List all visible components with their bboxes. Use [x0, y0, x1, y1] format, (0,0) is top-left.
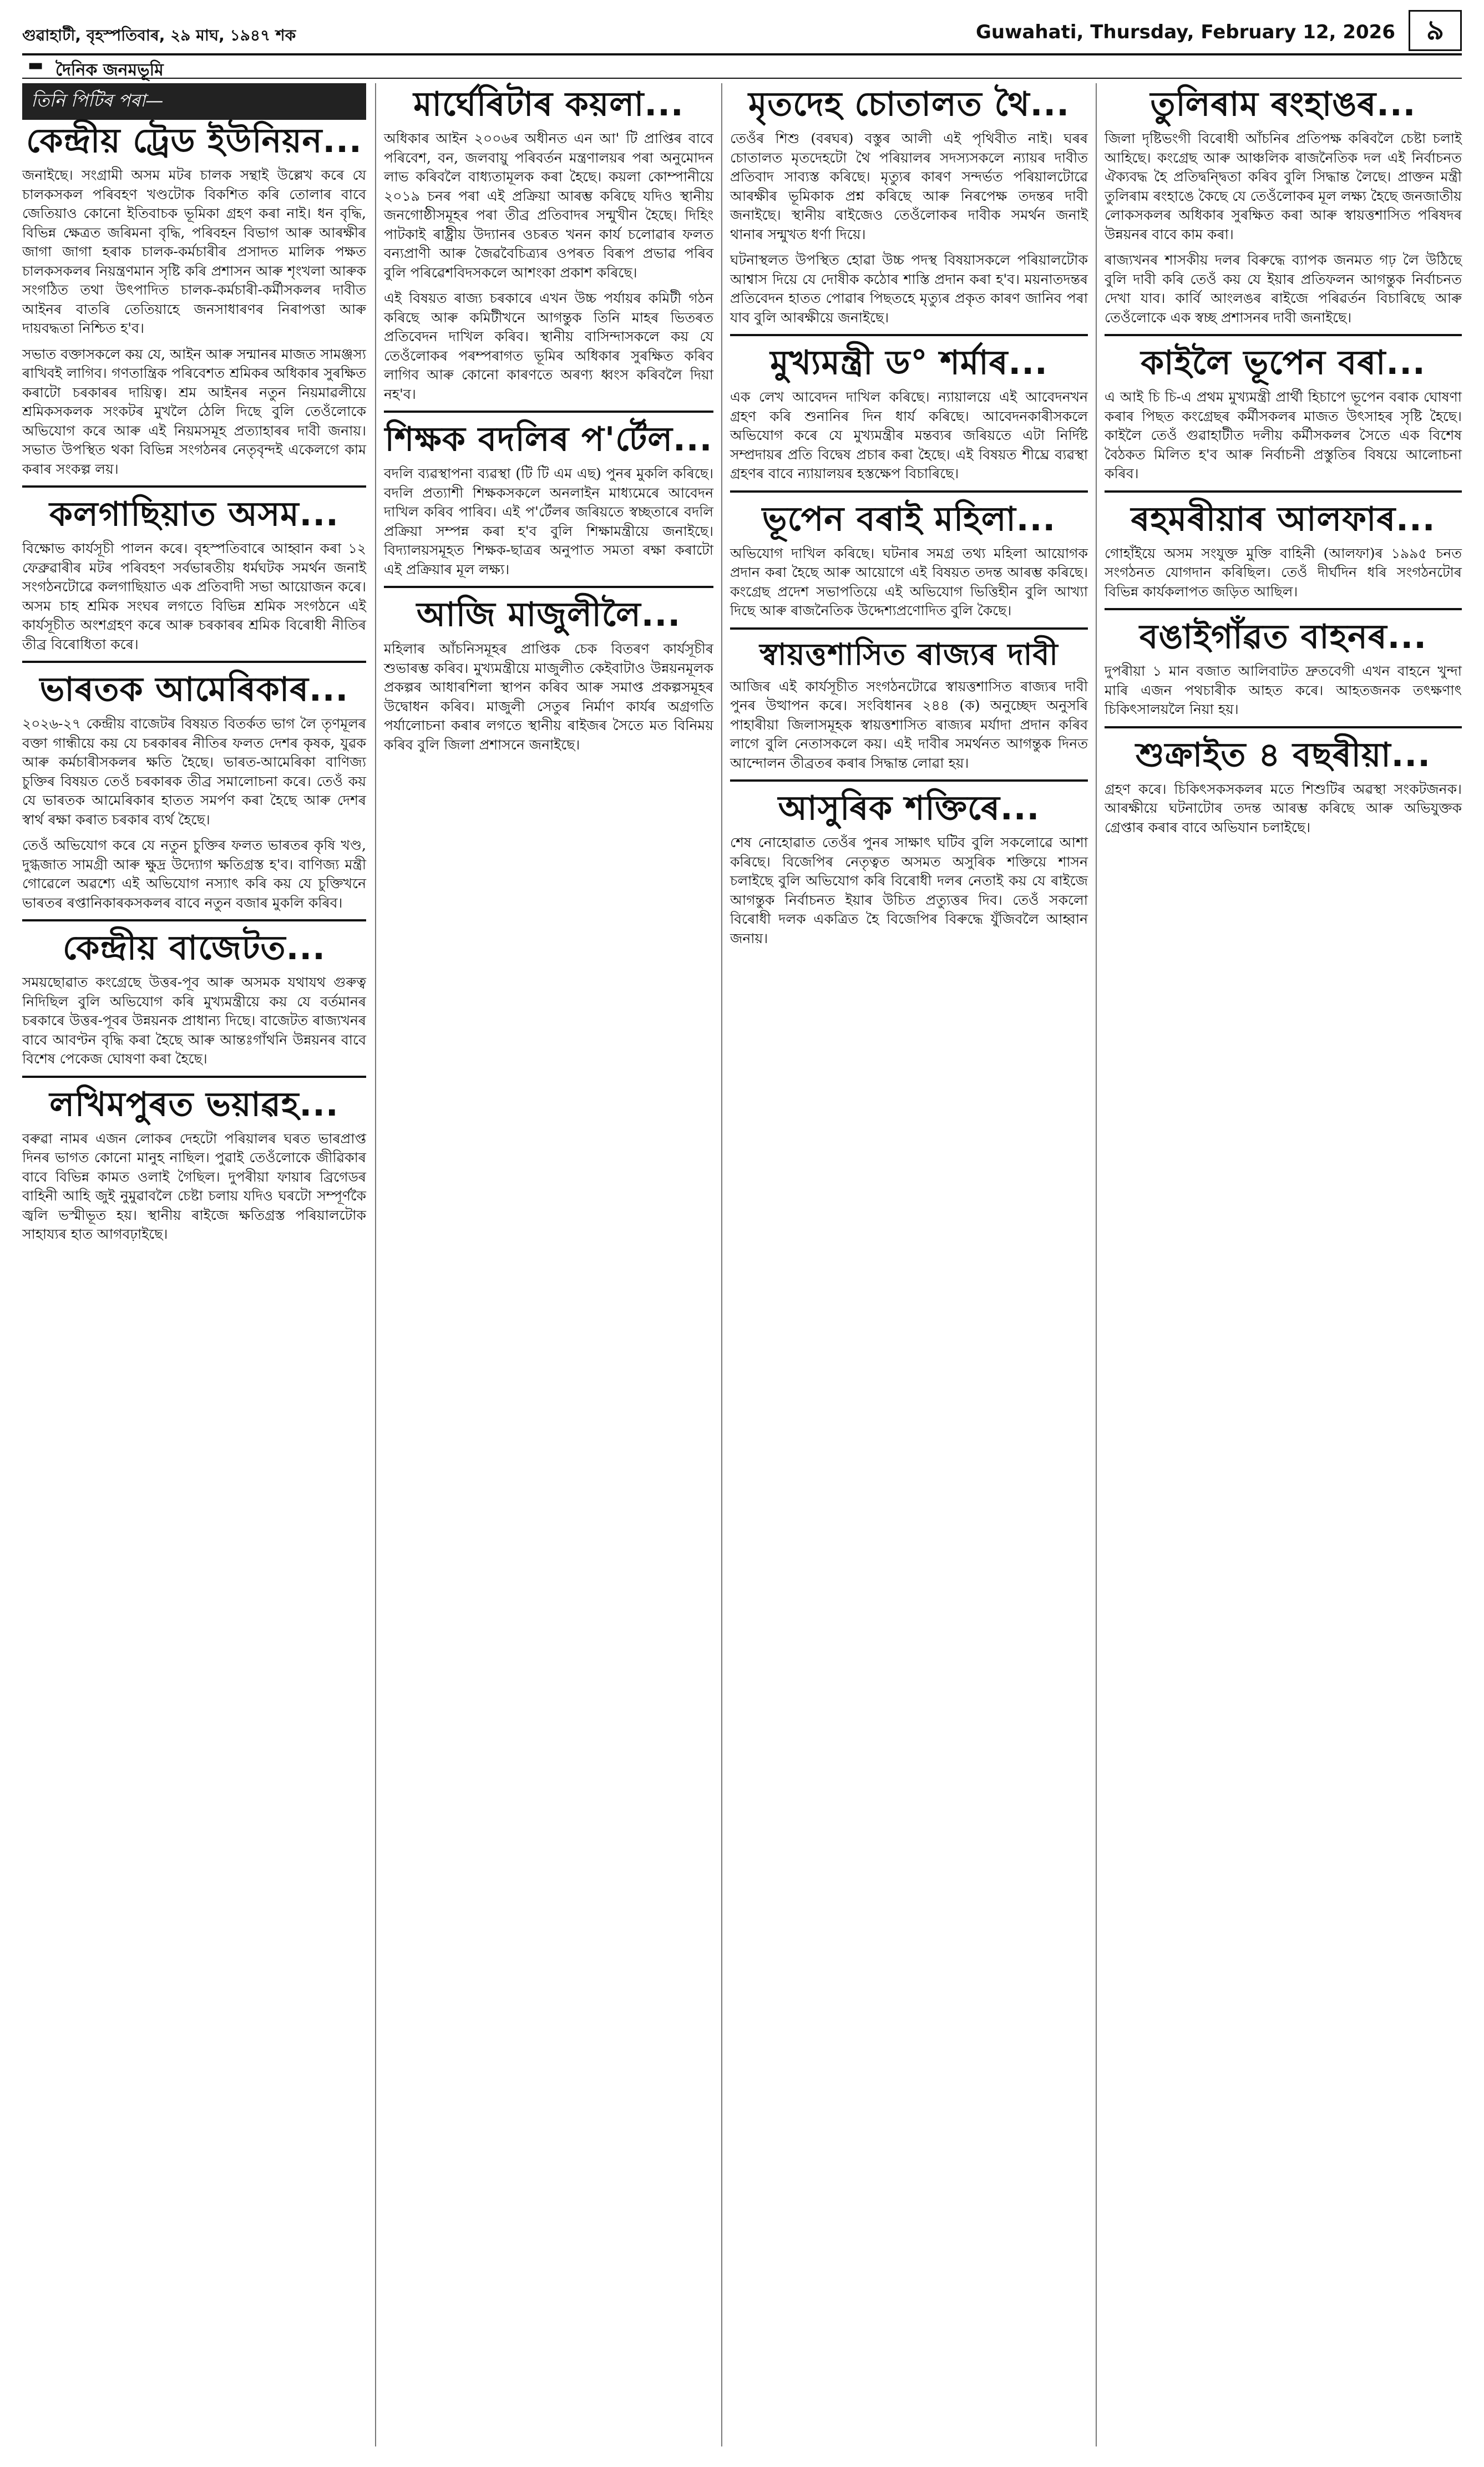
article-text: শেষ নোহোৱাত তেওঁৰ পুনৰ সাক্ষাৎ ঘটিব বুলি সকলোৱে আশা কৰিছে। বিজেপিৰ নেতৃত্বত অসমত অসুৰিক শক্তিয়ে শাসন চলাইছে বুলি অভিযোগ কৰি বিৰোধী দলৰ নেতাই কয় যে ৰাইজে আগন্তুক নিৰ্বাচনত ইয়াৰ উচিত প্ৰত্যুত্তৰ দিব। তেওঁ সকলো বিৰোধী দলক একত্ৰিত হৈ বিজেপিৰ বিৰুদ্ধে যুঁজিবলৈ আহ্বান জনায়।	[730, 834, 1088, 946]
header-date-assamese: গুৱাহাটী, বৃহস্পতিবাৰ, ২৯ মাঘ, ১৯৪৭ শক	[22, 26, 296, 44]
headline-margherita-coal: মাৰ্ঘেৰিটাৰ কয়লা...	[413, 85, 684, 124]
headline-majuli: আজি মাজুলীলৈ...	[416, 595, 681, 634]
headline-bhupen-bora-woman: ভূপেন বৰাই মহিলা...	[762, 499, 1056, 539]
headline-autonomous-state: স্বায়ত্তশাসিত ৰাজ্যৰ দাবী	[759, 636, 1058, 672]
column-1	[22, 83, 366, 1251]
article-text: এই বিষয়ত ৰাজ্য চৰকাৰে এখন উচ্চ পৰ্যায়ৰ কমিটী গঠন কৰিছে আৰু কমিটীখনে আগন্তুক তিনি মাহৰ ভিতৰত প্ৰতিবেদন দাখিল কৰিব। স্থানীয় বাসিন্দাসকলে কয় যে তেওঁলোকৰ পৰম্পৰাগত ভূমিৰ অধিকাৰ সুৰক্ষিত কৰিব লাগিব আৰু কোনো কাৰণতে অৰণ্য ধ্বংস কৰিবলৈ দিয়া নহ'ব।	[384, 290, 713, 402]
article-divider	[22, 485, 366, 488]
article-text: গোহাঁইয়ে অসম সংযুক্ত মুক্তি বাহিনী (আলফা)ৰ ১৯৯৫ চনত সংগঠনত যোগদান কৰিছিল। তেওঁ দীৰ্ঘদিন ধৰি সংগঠনটোৰ বিভিন্ন কাৰ্যকলাপত জড়িত আছিল।	[1105, 545, 1462, 600]
article-divider	[22, 1076, 366, 1078]
article-text: জিলা দৃষ্টিভংগী বিৰোধী আঁচনিৰ প্ৰতিপক্ষ কৰিবলৈ চেষ্টা চলাই আহিছে। কংগ্ৰেছ আৰু আঞ্চলিক ৰাজনৈতিক দল এই নিৰ্বাচনত ঐক্যবদ্ধ হৈ প্ৰতিদ্বন্দ্বিতা কৰিব বুলি সিদ্ধান্ত লৈছে। প্ৰাক্তন মন্ত্ৰী তুলিৰাম ৰংহাঙে কৈছে যে তেওঁলোকৰ মূল লক্ষ্য হৈছে জনজাতীয় লোকসকলৰ অধিকাৰ সুৰক্ষিত কৰা আৰু স্বায়ত্তশাসিত পৰিষদৰ উন্নয়নৰ বাবে কাম কৰা।	[1105, 130, 1462, 242]
headline-teacher-transfer: শিক্ষক বদলিৰ প'ৰ্টেল...	[384, 420, 713, 459]
article-divider	[730, 779, 1088, 782]
masthead-title: দৈনিক জনমভূমি	[55, 60, 164, 80]
article-divider	[730, 627, 1088, 630]
headline-bongaigaon: বঙাইগাঁৱত বাহনৰ...	[1139, 617, 1427, 656]
article-text: বৰুৱা নামৰ এজন লোকৰ দেহটো পৰিয়ালৰ ঘৰত ভাৰপ্ৰাপ্ত দিনৰ ভাগত কোনো মানুহ নাছিল। পুৱাই তেওঁলোকে জীৱিকাৰ বাবে বিভিন্ন কামত ওলাই গৈছিল। দুপৰীয়া ফায়াৰ ব্ৰিগেডৰ বাহিনী আহি জুই নুমুৱাবলৈ চেষ্টা চলায় যদিও ঘৰটো সম্পূৰ্ণকৈ জ্বলি ভস্মীভূত হয়। স্থানীয় ৰাইজে ক্ষতিগ্ৰস্ত পৰিয়ালটোক সাহায্যৰ হাত আগবঢ়াইছে।	[22, 1130, 366, 1242]
article-text: এক লেখ আবেদন দাখিল কৰিছে। ন্যায়ালয়ে এই আবেদনখন গ্ৰহণ কৰি শুনানিৰ দিন ধাৰ্য কৰিছে। আবেদনকাৰীসকলে অভিযোগ কৰে যে মুখ্যমন্ত্ৰীৰ মন্তব্যৰ জৰিয়তে এটা নিৰ্দিষ্ট সম্প্ৰদায়ৰ প্ৰতি বিদ্বেষ প্ৰচাৰ কৰা হৈছে। এই বিষয়ত শীঘ্ৰে ব্যৱস্থা গ্ৰহণৰ বাবে ন্যায়ালয়ৰ হস্তক্ষেপ বিচাৰিছে।	[730, 389, 1088, 482]
headline-trade-union: কেন্দ্ৰীয় ট্ৰেড ইউনিয়ন...	[26, 121, 362, 160]
headline-dead-body: মৃতদেহ চোতালত থৈ...	[748, 85, 1070, 124]
article-text: মহিলাৰ আঁচনিসমূহৰ প্ৰাপ্তিক চেক বিতৰণ কাৰ্যসূচীৰ শুভাৰম্ভ কৰিব। মুখ্যমন্ত্ৰীয়ে মাজুলীত কেইবাটাও উন্নয়নমূলক প্ৰকল্পৰ আধাৰশিলা স্থাপন কৰিব আৰু সমাপ্ত প্ৰকল্পসমূহৰ উদ্বোধন কৰিব। মাজুলী সেতুৰ নিৰ্মাণ কাৰ্যৰ অগ্ৰগতি পৰ্যালোচনা কৰাৰ লগতে স্থানীয় ৰাইজৰ সৈতে মত বিনিময় কৰিব বুলি জিলা প্ৰশাসনে জনাইছে।	[384, 641, 713, 753]
headline-central-budget: কেন্দ্ৰীয় বাজেটত...	[63, 929, 326, 967]
article-text: দুপৰীয়া ১ মান বজাত আলিবাটত দ্ৰুতবেগী এখন বাহনে খুন্দা মাৰি এজন পথচাৰীক আহত কৰে। আহতজনক তৎক্ষণাৎ চিকিৎসালয়লৈ নিয়া হয়।	[1105, 663, 1462, 717]
headline-kolgachia: কলগাছিয়াত অসম...	[49, 495, 339, 534]
headline-four-year-old: শুক্ৰাইত ৪ বছৰীয়া...	[1136, 735, 1431, 774]
article-divider	[22, 919, 366, 921]
masthead-mark: ▬	[28, 55, 44, 75]
article-divider	[1105, 490, 1462, 493]
article-text: বদলি ব্যৱস্থাপনা ব্যৱস্থা (টি টি এম এছ) পুনৰ মুকলি কৰিছে। বদলি প্ৰত্যাশী শিক্ষকসকলে অনলাইন মাধ্যমেৰে আবেদন দাখিল কৰিব পাৰিব। এই প'ৰ্টেলৰ জৰিয়তে স্বচ্ছতাৰে বদলি প্ৰক্ৰিয়া সম্পন্ন কৰা হ'ব বুলি শিক্ষামন্ত্ৰীয়ে জনাইছে। বিদ্যালয়সমূহত শিক্ষক-ছাত্ৰৰ অনুপাত সমতা ৰক্ষা কৰাটো এই প্ৰক্ৰিয়াৰ মূল লক্ষ্য।	[384, 465, 713, 578]
article-text: অধিকাৰ আইন ২০০৬ৰ অধীনত এন আ' টি প্ৰাপ্তিৰ বাবে পৰিবেশ, বন, জলবায়ু পৰিবৰ্তন মন্ত্ৰণালয়ৰ পৰা অনুমোদন লাভ কৰিবলৈ বাধ্যতামূলক কৰা হৈছে। কয়লা কোম্পানীয়ে ২০১৯ চনৰ পৰা এই প্ৰক্ৰিয়া আৰম্ভ কৰিছে যদিও স্থানীয় জনগোষ্ঠীসমূহৰ পৰা তীব্ৰ প্ৰতিবাদৰ সন্মুখীন হৈছে। দিহিং পাটকাই ৰাষ্ট্ৰীয় উদ্যানৰ ওচৰত খনন কাৰ্য চলোৱাৰ ফলত বন্যপ্ৰাণী আৰু জৈৱবৈচিত্ৰ্যৰ ওপৰত বিৰূপ প্ৰভাৱ পৰিব বুলি পৰিৱেশবিদসকলে আশংকা প্ৰকাশ কৰিছে।	[384, 130, 713, 281]
article-divider	[730, 334, 1088, 336]
headline-bhupen-bora-tomorrow: কাইলৈ ভূপেন বৰা...	[1141, 343, 1426, 382]
article-text: আজিৰ এই কাৰ্যসূচীত সংগঠনটোৱে স্বায়ত্তশাসিত ৰাজ্যৰ দাবী পুনৰ উত্থাপন কৰে। সংবিধানৰ ২৪৪ (ক) অনুচ্ছেদ অনুসৰি পাহাৰীয়া জিলাসমূহক স্বায়ত্তশাসিত ৰাজ্যৰ মৰ্যাদা প্ৰদান কৰিব লাগে বুলি নেতাসকলে কয়। এই দাবীৰ সমৰ্থনত আগন্তুক দিনত আন্দোলন তীব্ৰতৰ কৰাৰ সিদ্ধান্ত লোৱা হয়।	[730, 678, 1088, 771]
article-text: তেওঁৰ শিশু (বৰঘৰ) বস্তুৰ আলী এই পৃথিবীত নাই। ঘৰৰ চোতালত মৃতদেহটো থৈ পৰিয়ালৰ সদস্যসকলে ন্যায়ৰ দাবীত প্ৰতিবাদ সাব্যস্ত কৰিছে। মৃত্যুৰ কাৰণ সন্দৰ্ভত পৰিয়ালটোৱে আৰক্ষীৰ ভূমিকাক প্ৰশ্ন কৰিছে আৰু নিৰপেক্ষ তদন্তৰ দাবী জনাইছে। স্থানীয় ৰাইজেও তেওঁলোকৰ দাবীক সমৰ্থন জনাই থানাৰ সন্মুখত ধৰ্ণা দিয়ে।	[730, 130, 1088, 242]
article-text: বিক্ষোভ কাৰ্যসূচী পালন কৰে। বৃহস্পতিবাৰে আহ্বান কৰা ১২ ফেব্ৰুৱাৰীৰ মটৰ পৰিবহণ সৰ্বভাৰতীয় ধৰ্মঘটক সমৰ্থন জনাই সংগঠনটোৱে কলগাছিয়াত এক প্ৰতিবাদী সভা আয়োজন কৰে। অসম চাহ শ্ৰমিক সংঘৰ লগতে বিভিন্ন শ্ৰমিক সংগঠনে এই কাৰ্যসূচীত অংশগ্ৰহণ কৰে আৰু চৰকাৰৰ শ্ৰমিক বিৰোধী নীতিৰ তীব্ৰ বিৰোধিতা কৰে।	[22, 540, 366, 652]
page-header	[22, 10, 1462, 49]
headline-india-america: ভাৰতক আমেৰিকাৰ...	[39, 670, 349, 709]
article-divider	[1105, 726, 1462, 728]
headline-ulfa: ৰহমৰীয়াৰ আলফাৰ...	[1131, 499, 1436, 539]
article-text: ২০২৬-২৭ কেন্দ্ৰীয় বাজেটৰ বিষয়ত বিতৰ্কত ভাগ লৈ তৃণমূলৰ বক্তা গান্ধীয়ে কয় যে চৰকাৰৰ নীতিৰ ফলত দেশৰ কৃষক, যুৱক আৰু কৰ্মচাৰীসকলৰ ক্ষতি হৈছে। ভাৰত-আমেৰিকা বাণিজ্য চুক্তিৰ বিষয়ত তেওঁ চৰকাৰক তীব্ৰ সমালোচনা কৰে। তেওঁ কয় যে ভাৰতক আমেৰিকাৰ হাতত সমৰ্পণ কৰা হৈছে আৰু দেশৰ স্বাৰ্থ ৰক্ষা কৰাত চৰকাৰ ব্যৰ্থ হৈছে।	[22, 716, 366, 828]
article-text: জনাইছে। সংগ্ৰামী অসম মটৰ চালক সন্থাই উল্লেখ কৰে যে চালকসকল পৰিবহণ খণ্ডটোক বিকশিত কৰি তোলাৰ বাবে জেতিয়াও কোনো ইতিবাচক ভূমিকা গ্ৰহণ কৰা নাই। ধন বৃদ্ধি, বিভিন্ন ক্ষেত্ৰত জৰিমনা বৃদ্ধি, পৰিবহন বিভাগ আৰু আৰক্ষীৰ জাগা জাগা হৰাক চালক-কৰ্মচাৰীৰ প্ৰসাদত মালিক পক্ষত চালকসকলৰ নিয়ন্ত্ৰণমান সৃষ্টি কৰি প্ৰশাসন আৰু শৃংখলা আৰুক সংগঠিত তথা উৎপাদিত চালক-কৰ্মচাৰী-কৰ্মীসকলৰ দাবীত আইনৰ বাতৰি তেতিয়াহে জনসাধাৰণৰ নিৰাপত্তা আৰু দায়বদ্ধতা নিশ্চিত হ'ব।	[22, 167, 366, 336]
article-text: ৰাজ্যখনৰ শাসকীয় দলৰ বিৰুদ্ধে ব্যাপক জনমত গঢ় লৈ উঠিছে বুলি দাবী কৰি তেওঁ কয় যে ইয়াৰ প্ৰতিফলন আগন্তুক নিৰ্বাচনত দেখা যাব। কাৰ্বি আংলঙৰ ৰাইজে পৰিৱৰ্তন বিচাৰিছে আৰু তেওঁলোকে এক স্বচ্ছ প্ৰশাসনৰ দাবী জনাইছে।	[1105, 252, 1462, 326]
headline-asuric-force: আসুৰিক শক্তিৰে...	[778, 789, 1040, 828]
column-4	[1105, 83, 1462, 844]
article-text: ঘটনাস্থলত উপস্থিত হোৱা উচ্চ পদস্থ বিষয়াসকলে পৰিয়ালটোক আশ্বাস দিয়ে যে দোষীক কঠোৰ শাস্তি প্ৰদান কৰা হ'ব। ময়নাতদন্তৰ প্ৰতিবেদন হাতত পোৱাৰ পিছতহে মৃত্যুৰ প্ৰকৃত কাৰণ জানিব পৰা যাব বুলি আৰক্ষীয়ে জনাইছে।	[730, 252, 1088, 326]
column-rule	[721, 83, 722, 2446]
article-divider	[1105, 334, 1462, 336]
article-text: অভিযোগ দাখিল কৰিছে। ঘটনাৰ সমগ্ৰ তথ্য মহিলা আয়োগক প্ৰদান কৰা হৈছে আৰু আয়োগে এই বিষয়ত তদন্ত আৰম্ভ কৰিছে। কংগ্ৰেছ প্ৰদেশ সভাপতিয়ে এই অভিযোগ ভিত্তিহীন বুলি আখ্যা দিছে আৰু ৰাজনৈতিক উদ্দেশ্যপ্ৰণোদিত বুলি কৈছে।	[730, 545, 1088, 619]
article-divider	[384, 411, 713, 413]
column-3	[730, 83, 1088, 955]
header-date-english: Guwahati, Thursday, February 12, 2026	[975, 21, 1395, 43]
headline-chief-minister: মুখ্যমন্ত্ৰী ড° শৰ্মাৰ...	[770, 343, 1048, 382]
continued-tag: তিনি পিটিৰ পৰা—	[22, 83, 366, 120]
headline-lakhimpur: লখিমপুৰত ভয়াৱহ...	[49, 1085, 339, 1124]
page-number: ৯	[1409, 10, 1462, 51]
article-divider	[730, 490, 1088, 493]
article-text: তেওঁ অভিযোগ কৰে যে নতুন চুক্তিৰ ফলত ভাৰতৰ কৃষি খণ্ড, দুগ্ধজাত সামগ্ৰী আৰু ক্ষুদ্ৰ উদ্যোগ ক্ষতিগ্ৰস্ত হ'ব। বাণিজ্য মন্ত্ৰী গোৱেলে অৱশ্যে এই অভিযোগ নস্যাৎ কৰি কয় যে চুক্তিখনে ভাৰতৰ ৰপ্তানিকাৰকসকলৰ বাবে নতুন বজাৰ মুকলি কৰিব।	[22, 837, 366, 911]
article-divider	[1105, 608, 1462, 610]
article-divider	[384, 586, 713, 588]
article-divider	[22, 661, 366, 663]
masthead-bar	[22, 53, 1462, 79]
column-rule	[1096, 83, 1097, 2446]
article-text: গ্ৰহণ কৰে। চিকিৎসকসকলৰ মতে শিশুটিৰ অৱস্থা সংকটজনক। আৰক্ষীয়ে ঘটনাটোৰ তদন্ত আৰম্ভ কৰিছে আৰু অভিযুক্তক গ্ৰেপ্তাৰ কৰাৰ বাবে অভিযান চলাইছে।	[1105, 781, 1462, 835]
column-2	[384, 83, 713, 761]
column-rule	[375, 83, 376, 2446]
article-text: সভাত বক্তাসকলে কয় যে, আইন আৰু সন্মানৰ মাজত সামঞ্জস্য ৰাখিবই লাগিব। গণতান্ত্ৰিক পৰিবেশত শ্ৰমিকৰ অধিকাৰ সুৰক্ষিত কৰাটো চৰকাৰৰ দায়িত্ব। শ্ৰম আইনৰ নতুন নিয়মাৱলীয়ে শ্ৰমিকসকলক সংকটৰ মুখলৈ ঠেলি দিছে বুলি তেওঁলোকে অভিযোগ কৰে আৰু এই নিয়মসমূহ প্ৰত্যাহাৰৰ দাবী জনায়। সভাত উপস্থিত থকা বিভিন্ন সংগঠনৰ নেতৃবৃন্দই একেলগে কাম কৰাৰ সংকল্প লয়।	[22, 346, 366, 477]
article-text: এ আই চি চি-এ প্ৰথম মুখ্যমন্ত্ৰী প্ৰাৰ্থী হিচাপে ভূপেন বৰাক ঘোষণা কৰাৰ পিছত কংগ্ৰেছৰ কৰ্মীসকলৰ মাজত উৎসাহৰ সৃষ্টি হৈছে। কাইলৈ তেওঁ গুৱাহাটীত দলীয় কৰ্মীসকলৰ সৈতে এক বিশেষ বৈঠকত মিলিত হ'ব আৰু নিৰ্বাচনী প্ৰস্তুতিৰ বিষয়ে আলোচনা কৰিব।	[1105, 389, 1462, 482]
article-text: সময়ছোৱাত কংগ্ৰেছে উত্তৰ-পূব আৰু অসমক যথাযথ গুৰুত্ব নিদিছিল বুলি অভিযোগ কৰি মুখ্যমন্ত্ৰীয়ে কয় যে বৰ্তমানৰ চৰকাৰে উত্তৰ-পূবৰ উন্নয়নক প্ৰাধান্য দিছে। বাজেটত ৰাজ্যখনৰ বাবে আবণ্টন বৃদ্ধি কৰা হৈছে আৰু আন্তঃগাঁথনি উন্নয়নৰ বাবে বিশেষ পেকেজ ঘোষণা কৰা হৈছে।	[22, 974, 366, 1067]
headline-tuliram-ronghang: তুলিৰাম ৰংহাঙৰ...	[1150, 85, 1416, 124]
